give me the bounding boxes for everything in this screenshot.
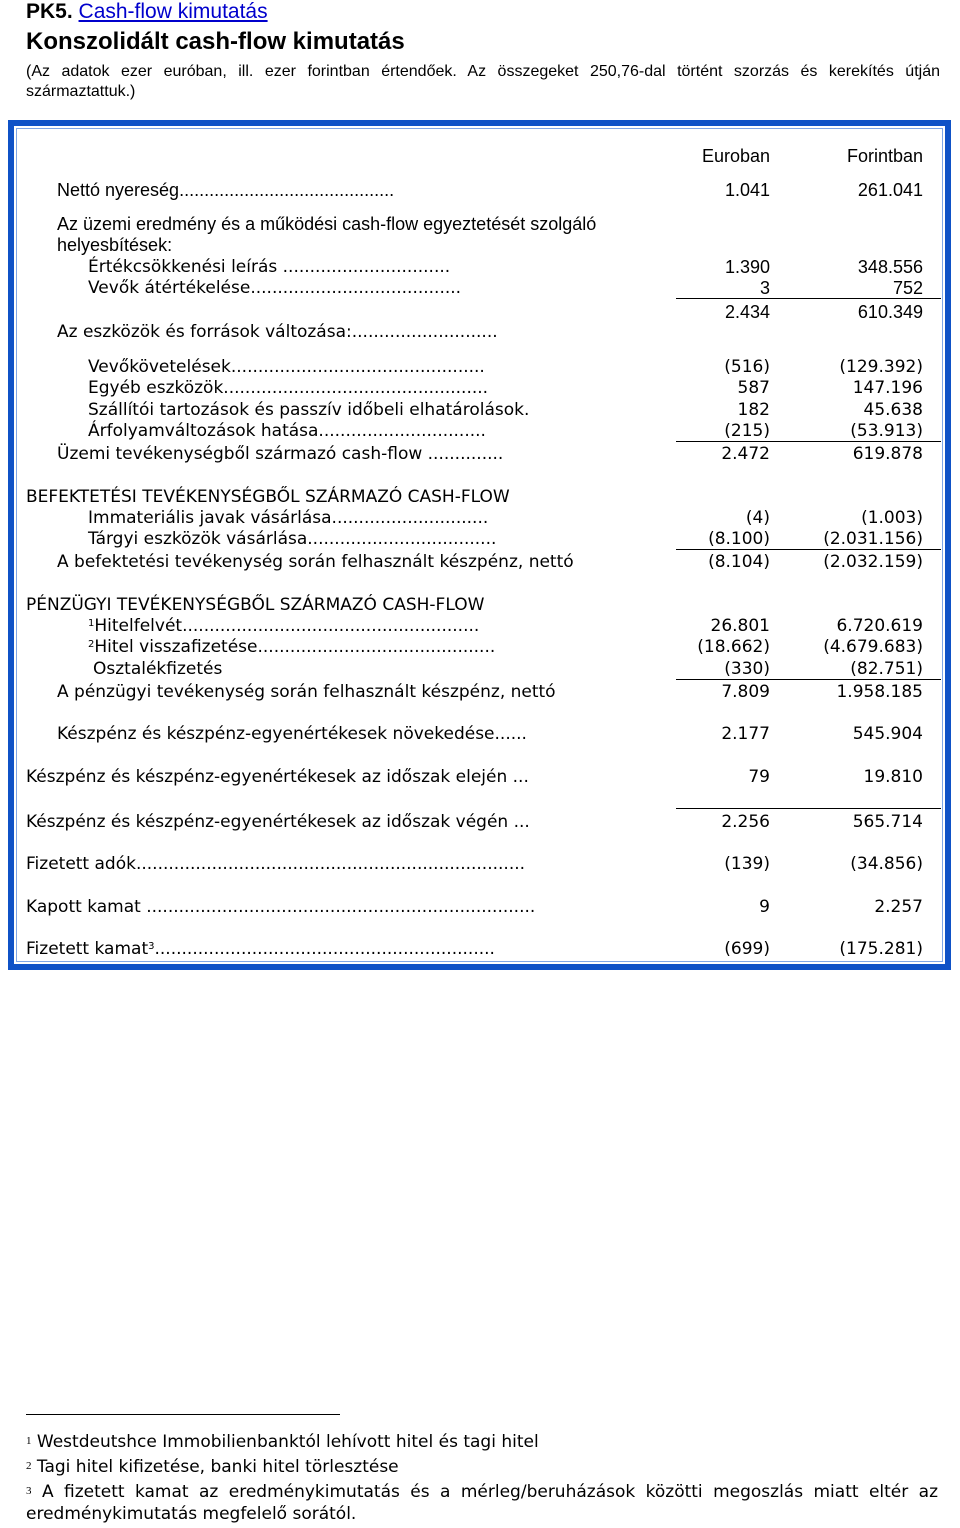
- row-hitelvissza-label: $^2$Hitel visszafizetése............................................: [88, 637, 496, 657]
- row-novekedes-eur: 2.177: [721, 724, 770, 744]
- row-targyi-huf: (2.031.156): [823, 529, 923, 549]
- row-immat-eur: (4): [745, 508, 770, 528]
- row-szallitoi-huf: 45.638: [863, 400, 923, 420]
- row-hitelvissza-eur: (18.662): [697, 637, 770, 657]
- row-amort-huf: 348.556: [857, 257, 923, 277]
- row-bef-total-eur: (8.104): [708, 552, 770, 572]
- row-immat-label: Immateriális javak vásárlása.............................: [88, 508, 489, 528]
- row-kamat-fiz-huf: (175.281): [839, 939, 923, 959]
- row-hitelfelvet-huf: 6.720.619: [836, 616, 923, 636]
- row-osztalek-label: Osztalékfizetés: [93, 659, 223, 679]
- row-netto-label: Nettó nyereség...........................................: [57, 180, 395, 200]
- row-kamat-kap-huf: 2.257: [874, 897, 923, 917]
- row-szallitoi-label: Szállítói tartozások és passzív időbeli elhatárolások.: [88, 400, 530, 420]
- row-amort-label: Értékcsökkenési leírás ...............................: [88, 257, 451, 277]
- operating-rule: [676, 441, 941, 442]
- footnote-3: $^3$ A fizetett kamat az eredménykimutatás és a mérleg/beruházások közötti megoszlás miatt eltér az eredménykimutatás megfelelő sorától.: [26, 1482, 939, 1524]
- investing-rule: [676, 549, 941, 550]
- page-title: Konszolidált cash-flow kimutatás: [26, 28, 405, 55]
- footnote-2: $^2$ Tagi hitel kifizetése, banki hitel törlesztése: [26, 1457, 399, 1477]
- row-osztalek-eur: (330): [724, 659, 770, 679]
- row-targyi-eur: (8.100): [708, 529, 770, 549]
- row-hitelfelvet-label: $^1$Hitelfelvét.......................................................: [88, 616, 480, 636]
- row-netto-huf: 261.041: [857, 180, 923, 200]
- footnote-separator: [26, 1414, 340, 1415]
- row-vevokov-eur: (516): [724, 357, 770, 377]
- subtotal1-eur: 2.434: [724, 302, 770, 322]
- footnote-ref-1[interactable]: 1: [88, 618, 95, 629]
- row-hitelfelvet-eur: 26.801: [710, 616, 770, 636]
- row-vevokov-label: Vevőkövetelések...............................................: [88, 357, 485, 377]
- row-penz-total-eur: 7.809: [721, 682, 770, 702]
- row-elejen-eur: 79: [748, 767, 770, 787]
- row-kamat-fiz-eur: (699): [724, 939, 770, 959]
- row-vegen-eur: 2.256: [721, 812, 770, 832]
- adjustments-heading: Az üzemi eredmény és a működési cash-flow egyeztetését szolgáló helyesbítések:: [57, 214, 597, 255]
- row-adok-huf: (34.856): [850, 854, 923, 874]
- footnote-1: $^1$ Westdeutshce Immobilienbanktól lehívott hitel és tagi hitel: [26, 1432, 539, 1452]
- row-vevok-atert-label: Vevők átértékelése.......................................: [88, 278, 462, 298]
- footnote-ref-3[interactable]: 3: [148, 941, 155, 952]
- column-header-eur: Euroban: [701, 146, 770, 166]
- row-bef-total-huf: (2.032.159): [823, 552, 923, 572]
- financing-heading: PÉNZÜGYI TEVÉKENYSÉGBŐL SZÁRMAZÓ CASH-FLOW: [26, 595, 485, 615]
- row-arfolyam-eur: (215): [724, 421, 770, 441]
- row-vevok-atert-huf: 752: [892, 278, 923, 298]
- row-uzemi-eur: 2.472: [721, 444, 770, 464]
- row-elejen-label: Készpénz és készpénz-egyenértékesek az időszak elején ...: [26, 767, 529, 787]
- row-penz-total-huf: 1.958.185: [836, 682, 923, 702]
- row-szallitoi-eur: 182: [737, 400, 770, 420]
- heading-link[interactable]: Cash-flow kimutatás: [78, 0, 268, 23]
- row-kamat-kap-eur: 9: [759, 897, 770, 917]
- row-egyeb-eur: 587: [737, 378, 770, 398]
- row-immat-huf: (1.003): [861, 508, 923, 528]
- units-note: (Az adatok ezer euróban, ill. ezer forintban értendőek. Az összegeket 250,76-dal történt szorzás és kerekítés útján származtattuk.): [26, 63, 940, 100]
- row-arfolyam-huf: (53.913): [850, 421, 923, 441]
- row-elejen-huf: 19.810: [863, 767, 923, 787]
- investing-heading: BEFEKTETÉSI TEVÉKENYSÉGBŐL SZÁRMAZÓ CASH-FLOW: [26, 487, 510, 507]
- row-novekedes-label: Készpénz és készpénz-egyenértékesek növekedése......: [57, 724, 527, 744]
- row-bef-total-label: A befektetési tevékenység során felhasznált készpénz, nettó: [57, 552, 574, 572]
- closing-cash-rule: [676, 808, 941, 809]
- subtotal-rule: [676, 298, 941, 299]
- document-heading: [26, 0, 268, 24]
- row-egyeb-huf: 147.196: [852, 378, 923, 398]
- row-uzemi-huf: 619.878: [852, 444, 923, 464]
- row-kamat-fiz-label: Fizetett kamat$^3$...............................................................: [26, 939, 495, 959]
- row-vegen-huf: 565.714: [852, 812, 923, 832]
- row-penz-total-label: A pénzügyi tevékenység során felhasznált készpénz, nettó: [57, 682, 556, 702]
- row-adok-label: Fizetett adók........................................................................: [26, 854, 526, 874]
- row-kamat-kap-label: Kapott kamat ........................................................................: [26, 897, 536, 917]
- row-vegen-label: Készpénz és készpénz-egyenértékesek az időszak végén ...: [26, 812, 530, 832]
- row-netto-eur: 1.041: [724, 180, 770, 200]
- row-adok-eur: (139): [724, 854, 770, 874]
- row-vevok-atert-eur: 3: [759, 278, 770, 298]
- row-egyeb-label: Egyéb eszközök.................................................: [88, 378, 489, 398]
- footnote-ref-2[interactable]: 2: [88, 639, 95, 650]
- row-vevokov-huf: (129.392): [839, 357, 923, 377]
- row-hitelvissza-huf: (4.679.683): [823, 637, 923, 657]
- financing-rule: [676, 679, 941, 680]
- row-uzemi-label: Üzemi tevékenységből származó cash-flow ..............: [57, 444, 504, 464]
- row-amort-eur: 1.390: [724, 257, 770, 277]
- subtotal1-huf: 610.349: [857, 302, 923, 322]
- row-novekedes-huf: 545.904: [852, 724, 923, 744]
- heading-code: PK5.: [26, 0, 73, 23]
- row-osztalek-huf: (82.751): [850, 659, 923, 679]
- row-valtozas-label: Az eszközök és források változása:...........................: [57, 322, 498, 342]
- row-arfolyam-label: Árfolyamváltozások hatása...............................: [88, 421, 486, 441]
- column-header-huf: Forintban: [846, 146, 923, 166]
- row-targyi-label: Tárgyi eszközök vásárlása...................................: [88, 529, 497, 549]
